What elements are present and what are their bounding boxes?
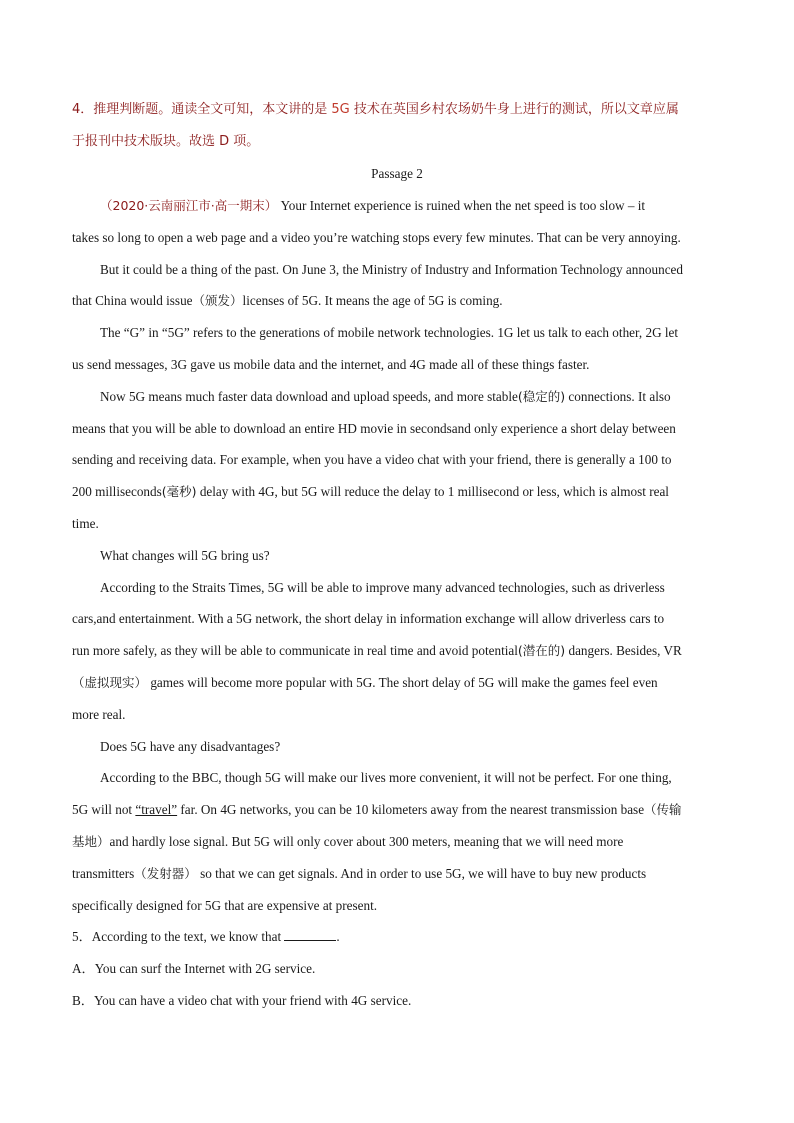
passage-title: Passage 2 [371, 166, 423, 181]
section-question-1: What changes will 5G bring us? [100, 548, 270, 563]
paragraph-5-cont-1: cars,and entertainment. With a 5G network, the short delay in information exchange will allow driverless cars to [72, 611, 665, 626]
paragraph-5-cont-2: run more safely, as they will be able to communicate in real time and avoid potential(潜在的) dangers. Besides, VR [72, 643, 682, 658]
passage-source: （2020·云南丽江市·高一期末） [100, 198, 278, 213]
paragraph-3: The “G” in “5G” refers to the generations of mobile network technologies. 1G let us talk to each other, 2G let [100, 325, 679, 340]
answer-blank [284, 929, 336, 941]
paragraph-6-cont-3: transmitters（发射器） so that we can get signals. And in order to use 5G, we will have to buy new products [72, 866, 647, 881]
analysis-line-2: 于报刊中技术版块。故选 D 项。 [72, 134, 260, 149]
paragraph-4-cont-4: time. [72, 516, 99, 531]
paragraph-5-cont-4: more real. [72, 707, 126, 722]
analysis-line-1: 4．推理判断题。通读全文可知，本文讲的是 5G 技术在英国乡村农场奶牛身上进行的测试，所以文章应属 [72, 102, 679, 117]
paragraph-1-cont: takes so long to open a web page and a video you’re watching stops every few minutes. That can be very annoying. [72, 230, 681, 245]
paragraph-3-cont: us send messages, 3G gave us mobile data and the internet, and 4G made all of these things faster. [72, 357, 590, 372]
paragraph-6-cont-2: 基地）and hardly lose signal. But 5G will only cover about 300 meters, meaning that we will need more [72, 834, 624, 849]
question-5-option-b: B．You can have a video chat with your friend with 4G service. [72, 993, 412, 1008]
paragraph-4-cont-1: means that you will be able to download an entire HD movie in secondsand only experience a short delay between [72, 421, 676, 436]
question-5-stem: 5．According to the text, we know that . [72, 929, 340, 944]
paragraph-4-cont-3: 200 milliseconds(毫秒) delay with 4G, but 5G will reduce the delay to 1 millisecond or less, which is almost real [72, 484, 669, 499]
paragraph-2: But it could be a thing of the past. On June 3, the Ministry of Industry and Information Technology announced [100, 262, 684, 277]
paragraph-5: According to the Straits Times, 5G will be able to improve many advanced technologies, such as driverless [100, 580, 665, 595]
paragraph-6-cont-4: specifically designed for 5G that are expensive at present. [72, 898, 378, 913]
paragraph-4-cont-2: sending and receiving data. For example, when you have a video chat with your friend, there is generally a 100 to [72, 452, 672, 467]
section-question-2: Does 5G have any disadvantages? [100, 739, 281, 754]
question-5-option-a: A．You can surf the Internet with 2G service. [72, 961, 316, 976]
paragraph-1: （2020·云南丽江市·高一期末） Your Internet experience is ruined when the net speed is too slow – it [100, 198, 646, 213]
paragraph-6-cont-1: 5G will not “travel” far. On 4G networks, you can be 10 kilometers away from the nearest transmission base（传输 [72, 802, 682, 817]
paragraph-6: According to the BBC, though 5G will make our lives more convenient, it will not be perfect. For one thing, [100, 770, 672, 785]
paragraph-4: Now 5G means much faster data download and upload speeds, and more stable(稳定的) connections. It also [100, 389, 671, 404]
paragraph-2-cont: that China would issue（颁发）licenses of 5G. It means the age of 5G is coming. [72, 293, 503, 308]
paragraph-5-cont-3: （虚拟现实） games will become more popular with 5G. The short delay of 5G will make the games feel even [72, 675, 658, 690]
